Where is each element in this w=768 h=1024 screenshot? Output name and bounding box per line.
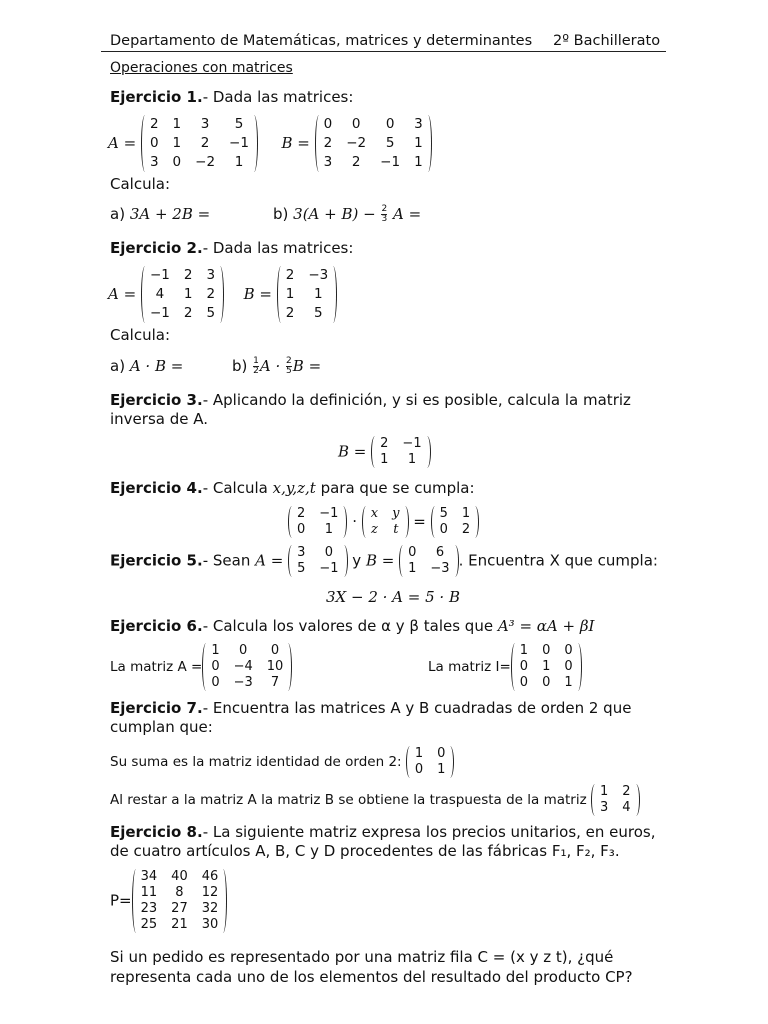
ej6-formula: A³ = αA + βI — [497, 617, 595, 635]
ej5-matrix-a — [288, 545, 347, 577]
ej2-matrices — [108, 266, 337, 323]
matrix-cell: 1 — [542, 659, 551, 674]
matrix-cell: 1 — [564, 675, 573, 690]
ej5-equation: 3X − 2 · A = 5 · B — [326, 588, 460, 606]
ej1-b-name: B = — [281, 134, 310, 152]
ej2-b-frac2-num: 2 — [286, 356, 292, 366]
ej6-matrix-a-row — [110, 643, 292, 691]
matrix-cell: 5 — [385, 135, 395, 151]
ej2-b-fraction-2 — [286, 357, 292, 376]
ej6-matrix-i — [511, 643, 582, 691]
ej6-matrix-i-row — [428, 643, 582, 691]
matrix-cell: 0 — [172, 154, 182, 170]
ej2-matrix-b — [277, 266, 338, 323]
ej2-matrix-a — [141, 266, 224, 323]
ej4-vars: x,y,z,t — [272, 479, 316, 497]
ej3-text-2: inversa de A. — [110, 410, 209, 428]
ej2-label: Ejercicio 2. — [110, 239, 203, 257]
matrix-cell: y — [392, 506, 400, 521]
ej2-matrix-a-grid — [149, 266, 216, 323]
matrix-cell: 1 — [414, 135, 423, 151]
ej8-heading — [110, 823, 656, 841]
matrix-cell: 2 — [200, 135, 210, 151]
matrix-cell: 0 — [351, 116, 361, 132]
matrix-cell: 5 — [206, 305, 216, 321]
ej8-question-2: representa cada uno de los elementos del resultado del producto CP? — [110, 968, 633, 986]
matrix-cell: 27 — [171, 901, 188, 916]
matrix-cell: 2 — [149, 116, 159, 132]
matrix-cell: 2 — [461, 522, 471, 537]
matrix-cell: 0 — [437, 746, 446, 761]
ej5-text-1: - Sean — [202, 551, 256, 570]
ej3-matrix-b-grid — [379, 436, 422, 468]
ej2-a-name: A = — [108, 285, 137, 303]
matrix-cell: −3 — [233, 675, 253, 690]
ej5-matrix-b — [399, 545, 458, 577]
ej5-a-name: A = — [255, 551, 284, 570]
matrix-cell: 7 — [270, 675, 280, 690]
ej2-b-frac1-den: 2 — [253, 366, 259, 376]
matrix-cell: 30 — [201, 917, 219, 932]
ej3-text-1: - Aplicando la definición, y si es posible, calcula la matriz — [202, 391, 631, 409]
ej1-a-expr: 3A + 2B = — [129, 205, 211, 223]
ej2-text: - Dada las matrices: — [202, 239, 354, 257]
ej5-line — [110, 545, 658, 577]
matrix-cell: 2 — [380, 436, 389, 451]
matrix-cell: 23 — [140, 901, 158, 916]
ej7-label: Ejercicio 7. — [110, 699, 203, 717]
matrix-cell: 1 — [172, 135, 182, 151]
ej5-y: y — [352, 551, 362, 570]
ej8-question-1: Si un pedido es representado por una matriz fila C = (x y z t), ¿qué — [110, 948, 614, 966]
ej1-b-fraction — [381, 205, 387, 224]
ej4-heading — [110, 479, 475, 497]
matrix-cell: 0 — [149, 135, 159, 151]
matrix-cell: −1 — [402, 436, 422, 451]
header-course: 2º Bachillerato — [553, 33, 661, 49]
ej2-calcula: Calcula: — [110, 326, 170, 344]
matrix-cell: −4 — [233, 659, 253, 674]
ej1-matrix-b-grid — [323, 115, 424, 172]
matrix-cell: 3 — [206, 267, 216, 283]
ej4-text-2: para que se cumpla: — [315, 479, 475, 497]
matrix-cell: 0 — [542, 675, 551, 690]
ej8-matrix-p-grid — [140, 869, 220, 933]
ej4-matrix-3-grid — [439, 506, 472, 538]
matrix-cell: 5 — [234, 116, 244, 132]
ej1-calcula: Calcula: — [110, 175, 170, 193]
ej3-matrix-b — [371, 436, 430, 468]
matrix-cell: 2 — [297, 506, 306, 521]
ej2-b-fraction-1 — [253, 357, 259, 376]
matrix-cell: −1 — [149, 267, 170, 283]
matrix-cell: 0 — [324, 545, 334, 560]
ej4-matrix-1-grid — [296, 506, 339, 538]
matrix-cell: 10 — [266, 659, 284, 674]
matrix-cell: 1 — [414, 746, 424, 761]
matrix-cell: 6 — [435, 545, 445, 560]
ej1-part-b — [273, 205, 421, 224]
matrix-cell: 5 — [439, 506, 448, 521]
ej8-matrix-p — [132, 869, 228, 933]
ej4-dot: · — [352, 512, 358, 531]
matrix-cell: 0 — [408, 545, 417, 560]
section-title: Operaciones con matrices — [110, 60, 293, 76]
matrix-cell: 2 — [323, 135, 333, 151]
matrix-cell: 4 — [622, 800, 631, 815]
matrix-cell: 2 — [183, 305, 193, 321]
ej4-text-1: - Calcula — [202, 479, 273, 497]
ej1-part-a — [110, 205, 210, 223]
ej6-text: - Calcula los valores de α y β tales que — [202, 617, 498, 635]
ej3-label: Ejercicio 3. — [110, 391, 203, 409]
ej2-part-b — [232, 357, 321, 376]
ej6-heading — [110, 617, 594, 635]
ej7-matrix-i-grid — [414, 746, 447, 778]
ej1-b-expr-1: 3(A + B) − — [293, 205, 376, 223]
ej7-heading — [110, 699, 631, 717]
matrix-cell: 4 — [155, 286, 165, 302]
ej6-i-label: La matriz I= — [428, 659, 511, 675]
ej1-text: - Dada las matrices: — [202, 88, 354, 106]
ej4-equation — [288, 506, 479, 538]
ej7-matrix-m — [591, 784, 640, 816]
matrix-cell: 1 — [519, 643, 529, 658]
ej1-b-expr-2: A = — [393, 205, 422, 223]
ej7-line-2-text: Al restar a la matriz A la matriz B se obtiene la traspuesta de la matriz — [110, 792, 591, 808]
ej1-a-label: a) — [110, 205, 126, 223]
matrix-cell: 2 — [351, 154, 361, 170]
matrix-cell: 1 — [461, 506, 471, 521]
matrix-cell: 0 — [519, 659, 529, 674]
ej2-b-label: b) — [232, 357, 248, 375]
ej1-matrices — [108, 115, 432, 172]
matrix-cell: t — [393, 522, 399, 537]
ej7-text-1: - Encuentra las matrices A y B cuadradas de orden 2 que — [202, 699, 632, 717]
ej5-text-2: . Encuentra X que cumpla: — [458, 551, 658, 570]
matrix-cell: 1 — [599, 784, 609, 799]
ej4-matrix-2-grid — [370, 506, 401, 538]
ej2-matrix-b-grid — [285, 266, 330, 323]
ej3-matrix-row — [338, 436, 431, 468]
matrix-cell: 0 — [439, 522, 448, 537]
ej8-text-2: de cuatro artículos A, B, C y D procedentes de las fábricas F₁, F₂, F₃. — [110, 842, 620, 860]
matrix-cell: 0 — [564, 643, 573, 658]
matrix-cell: 2 — [622, 784, 631, 799]
matrix-cell: 5 — [314, 305, 323, 321]
matrix-cell: −2 — [346, 135, 367, 151]
matrix-cell: 2 — [206, 286, 216, 302]
matrix-cell: 0 — [564, 659, 573, 674]
ej6-label: Ejercicio 6. — [110, 617, 203, 635]
matrix-cell: 1 — [234, 154, 244, 170]
ej4-matrix-3 — [431, 506, 480, 538]
ej5-b-name: B = — [365, 551, 395, 570]
matrix-cell: 3 — [599, 800, 609, 815]
matrix-cell: 1 — [324, 522, 333, 537]
ej1-b-frac-den: 3 — [381, 214, 388, 224]
matrix-cell: 0 — [297, 522, 306, 537]
matrix-cell: 5 — [297, 561, 306, 576]
matrix-cell: 8 — [175, 885, 184, 900]
ej6-matrix-a-grid — [210, 643, 284, 691]
ej8-text-1: - La siguiente matriz expresa los precios unitarios, en euros, — [202, 823, 656, 841]
matrix-cell: 34 — [140, 869, 158, 884]
matrix-cell: 3 — [297, 545, 306, 560]
matrix-cell: 32 — [201, 901, 219, 916]
ej5-matrix-a-grid — [296, 545, 339, 577]
matrix-cell: 0 — [519, 675, 529, 690]
ej2-b-name: B = — [243, 285, 272, 303]
matrix-cell: 1 — [211, 643, 220, 658]
matrix-cell: 1 — [285, 286, 295, 302]
ej4-eq: = — [413, 512, 426, 531]
matrix-cell: 1 — [414, 154, 423, 170]
matrix-cell: 2 — [285, 305, 295, 321]
matrix-cell: 0 — [239, 643, 248, 658]
ej1-matrix-b — [315, 115, 432, 172]
matrix-cell: 0 — [323, 116, 333, 132]
matrix-cell: 1 — [172, 116, 182, 132]
header-rule — [101, 51, 666, 52]
matrix-cell: 40 — [171, 869, 188, 884]
matrix-cell: 0 — [211, 659, 220, 674]
ej2-a-expr: A · B = — [129, 357, 184, 375]
ej2-b-frac1-num: 1 — [253, 356, 259, 366]
ej7-line-1-text: Su suma es la matriz identidad de orden 2: — [110, 754, 406, 770]
matrix-cell: 1 — [380, 452, 389, 467]
matrix-cell: 0 — [542, 643, 551, 658]
ej2-b-mid: A · — [259, 357, 281, 375]
matrix-cell: −1 — [319, 506, 339, 521]
ej8-label: Ejercicio 8. — [110, 823, 203, 841]
matrix-cell: −1 — [380, 154, 401, 170]
matrix-cell: −3 — [308, 267, 329, 283]
matrix-cell: 1 — [407, 452, 417, 467]
matrix-cell: 3 — [414, 116, 423, 132]
ej5-matrix-b-grid — [407, 545, 450, 577]
matrix-cell: 3 — [200, 116, 210, 132]
ej1-a-name: A = — [108, 134, 137, 152]
ej7-line-2 — [110, 784, 640, 816]
matrix-cell: 12 — [201, 885, 219, 900]
ej7-line-1 — [110, 746, 454, 778]
matrix-cell: 1 — [408, 561, 417, 576]
ej6-matrix-i-grid — [519, 643, 574, 691]
ej1-heading — [110, 88, 353, 106]
matrix-cell: 1 — [437, 762, 446, 777]
ej8-matrix-row — [110, 869, 227, 933]
ej4-label: Ejercicio 4. — [110, 479, 203, 497]
ej7-matrix-m-grid — [599, 784, 632, 816]
ej3-heading — [110, 391, 631, 409]
ej1-b-label: b) — [273, 205, 289, 223]
matrix-cell: 25 — [140, 917, 158, 932]
matrix-cell: 2 — [285, 267, 295, 283]
ej1-b-frac-num: 2 — [381, 204, 388, 214]
matrix-cell: −2 — [195, 154, 216, 170]
matrix-cell: 3 — [323, 154, 333, 170]
matrix-cell: 21 — [171, 917, 188, 932]
ej1-matrix-a-grid — [149, 115, 250, 172]
ej4-matrix-2 — [362, 506, 409, 538]
ej5-label: Ejercicio 5. — [110, 551, 203, 570]
ej2-heading — [110, 239, 353, 257]
matrix-cell: 0 — [385, 116, 395, 132]
matrix-cell: −1 — [149, 305, 170, 321]
matrix-cell: 0 — [270, 643, 280, 658]
ej2-b-frac2-den: 5 — [286, 366, 292, 376]
ej8-p-label: P= — [110, 891, 132, 910]
matrix-cell: z — [371, 522, 378, 537]
matrix-cell: −1 — [319, 561, 339, 576]
ej4-matrix-1 — [288, 506, 347, 538]
ej2-part-a — [110, 357, 183, 375]
matrix-cell: x — [370, 506, 379, 521]
ej7-text-2: cumplan que: — [110, 718, 213, 736]
ej3-b-name: B = — [338, 442, 367, 461]
matrix-cell: 1 — [183, 286, 193, 302]
matrix-cell: −3 — [430, 561, 450, 576]
ej2-a-label: a) — [110, 357, 126, 375]
matrix-cell: 11 — [140, 885, 158, 900]
ej2-b-end: B = — [292, 357, 322, 375]
ej1-label: Ejercicio 1. — [110, 88, 203, 106]
matrix-cell: 2 — [183, 267, 193, 283]
matrix-cell: −1 — [229, 135, 249, 151]
ej6-a-label: La matriz A = — [110, 659, 203, 675]
ej6-matrix-a — [202, 643, 292, 691]
header-title: Departamento de Matemáticas, matrices y determinantes — [110, 33, 533, 49]
matrix-cell: 0 — [211, 675, 220, 690]
ej7-matrix-i — [406, 746, 455, 778]
matrix-cell: 1 — [314, 286, 323, 302]
matrix-cell: 46 — [201, 869, 219, 884]
matrix-cell: 3 — [149, 154, 159, 170]
ej1-matrix-a — [141, 115, 258, 172]
matrix-cell: 0 — [414, 762, 424, 777]
